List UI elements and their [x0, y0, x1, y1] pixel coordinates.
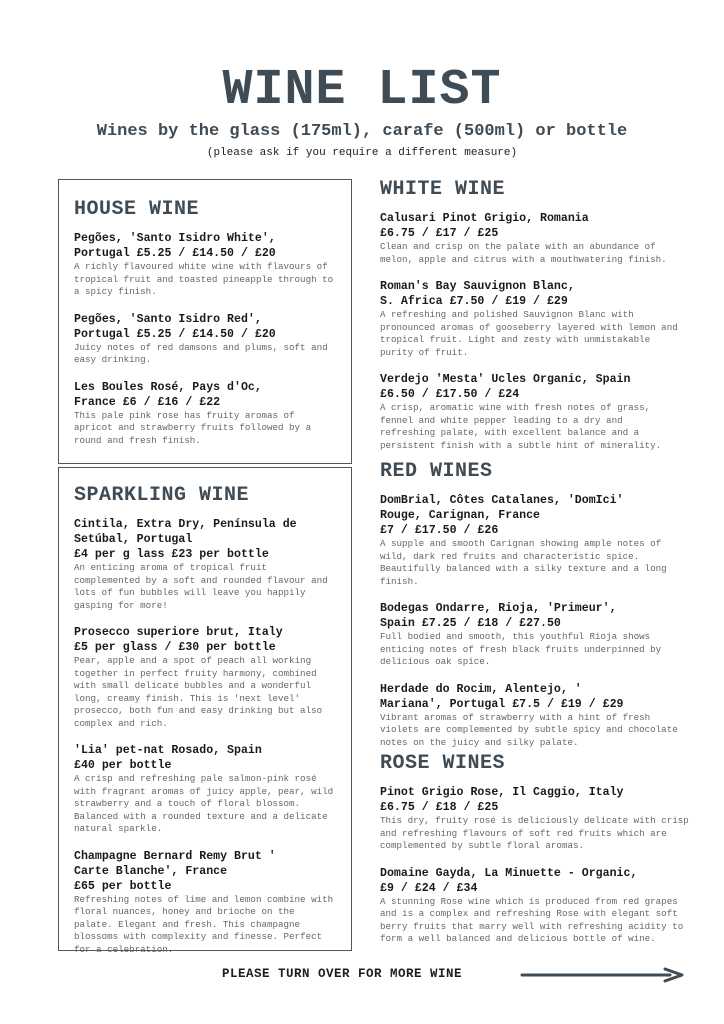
section-house-wine: [58, 179, 352, 464]
wine-name-line: Setúbal, Portugal: [74, 533, 193, 546]
wine-name-line: Rouge, Carignan, France: [380, 509, 541, 522]
wine-item: [380, 601, 680, 669]
wine-name-line: £6.75 / £18 / £25: [380, 801, 499, 814]
wine-item: [74, 625, 337, 730]
wine-item: [74, 312, 337, 367]
wine-description: A refreshing and polished Sauvignon Blanc with pronounced aromas of gooseberry layered with lemon and tropical fruit. Light and zesty with unmistakable purity of fruit.: [380, 309, 678, 358]
wine-name-line: Pegões, 'Santo Isidro White',: [74, 232, 276, 245]
turn-over-note: PLEASE TURN OVER FOR MORE WINE: [222, 967, 463, 981]
wine-name-line: £6.75 / £17 / £25: [380, 227, 499, 240]
wine-name-line: S. Africa £7.50 / £19 / £29: [380, 295, 568, 308]
section-heading: ROSE WINES: [380, 752, 506, 775]
wine-item: [380, 211, 680, 266]
section-red-wines: [380, 460, 680, 762]
wine-description: Juicy notes of red damsons and plums, soft and easy drinking.: [74, 341, 328, 365]
wine-name-line: Portugal £5.25 / £14.50 / £20: [74, 247, 276, 260]
wine-name-line: Portugal £5.25 / £14.50 / £20: [74, 327, 276, 341]
wine-name-line: Verdejo 'Mesta' Ucles Organic, Spain: [380, 373, 631, 386]
wine-name-line: Champagne Bernard Remy Brut ': [74, 849, 276, 863]
wine-name-line: Carte Blanche', France: [74, 864, 228, 878]
section-rose-wines: [380, 752, 690, 959]
wine-item: [74, 517, 337, 612]
wine-description: Full bodied and smooth, this youthful Rioja shows enticing notes of fresh black fruits underpinned by delicious oak spice.: [380, 631, 662, 667]
wine-name-line: 'Lia' pet-nat Rosado, Spain: [74, 744, 262, 757]
wine-item: [380, 682, 680, 750]
wine-description: Clean and crisp on the palate with an abundance of melon, apple and citrus with a mouthwatering finish.: [380, 241, 667, 265]
wine-description: An enticing aroma of tropical fruit complemented by a soft and rounded flavour and lots of fun bubbles will leave you happily gasping for more!: [74, 562, 328, 611]
wine-item: [74, 380, 337, 448]
wine-name-line: Calusari Pinot Grigio, Romania: [380, 212, 589, 225]
wine-name-line: £6.50 / £17.50 / £24: [380, 388, 520, 401]
wine-name-line: £7 / £17.50 / £26: [380, 524, 499, 537]
page-title: WINE LIST: [222, 62, 502, 119]
wine-name-line: Prosecco superiore brut, Italy: [74, 626, 283, 639]
section-heading: WHITE WINE: [380, 178, 506, 201]
wine-name-line: Pegões, 'Santo Isidro Red',: [74, 312, 262, 326]
section-heading: RED WINES: [380, 460, 493, 483]
wine-description: Vibrant aromas of strawberry with a hint of fresh violets are complemented by subtle spicy and chocolate notes on the juicy and silky palate.: [380, 711, 678, 748]
wine-name-line: Les Boules Rosé, Pays d'Oc,: [74, 380, 262, 394]
wine-description: A richly flavoured white wine with flavours of tropical fruit and toasted pineapple through to a spicy finish.: [74, 261, 334, 297]
wine-description: This dry, fruity rosé is deliciously delicate with crisp and refreshing flavours of soft red fruits which are complemented by subtle floral aromas.: [380, 815, 689, 851]
wine-description: Refreshing notes of lime and lemon combine with floral nuances, honey and brioche on the palate. Elegant and fresh. This champagne blossoms with complexity and finesse. Perfect for a celebration.: [74, 893, 334, 955]
wine-name-line: £4 per g lass £23 per bottle: [74, 548, 269, 561]
wine-name-line: £40 per bottle: [74, 759, 172, 772]
wine-name-line: £65 per bottle: [74, 879, 172, 893]
wine-name-line: Pinot Grigio Rose, Il Caggio, Italy: [380, 786, 624, 799]
wine-name-line: Mariana', Portugal £7.5 / £19 / £29: [380, 697, 624, 711]
wine-item: [380, 785, 690, 853]
wine-name-line: Bodegas Ondarre, Rioja, 'Primeur',: [380, 602, 617, 615]
section-sparkling-wine: [58, 467, 352, 955]
wine-item: [380, 279, 680, 359]
wine-name-line: Herdade do Rocim, Alentejo, ': [380, 682, 582, 696]
wine-name-line: £9 / £24 / £34: [380, 881, 478, 895]
wine-item: [74, 231, 337, 299]
wine-description: A crisp and refreshing pale salmon-pink rosé with fragrant aromas of juicy apple, pear, wild strawberry and a touch of floral blossom. Balanced with a rounded texture and a delicate natural sparkle.: [74, 773, 334, 834]
measure-note: (please ask if you require a different measure): [206, 147, 518, 159]
wine-description: This pale pink rose has fruity aromas of apricot and strawberry fruits followed by a round and fresh finish.: [74, 409, 312, 446]
wine-name-line: Roman's Bay Sauvignon Blanc,: [380, 280, 575, 293]
wine-name-line: Spain £7.25 / £18 / £27.50: [380, 617, 561, 630]
wine-name-line: Domaine Gayda, La Minuette - Organic,: [380, 866, 638, 880]
section-heading: HOUSE WINE: [74, 198, 200, 221]
section-heading: SPARKLING WINE: [74, 484, 250, 507]
arrow-right-icon: [520, 967, 685, 983]
wine-name-line: Cintila, Extra Dry, Península de: [74, 518, 297, 531]
wine-item: [380, 493, 680, 588]
wine-description: A stunning Rose wine which is produced from red grapes and is a complex and refreshing Rose with elegant soft berry fruits that marry well with refreshing acidity to form a well balanced and delicious bottle of wine.: [380, 895, 684, 944]
wine-name-line: £5 per glass / £30 per bottle: [74, 641, 276, 654]
wine-name-line: DomBrial, Côtes Catalanes, 'DomIci': [380, 494, 624, 507]
wine-item: [380, 372, 680, 452]
wine-item: [74, 743, 337, 836]
wine-description: A supple and smooth Carignan showing ample notes of wild, dark red fruits and characteristic spice. Beautifully balanced with a silky texture and a long finish.: [380, 538, 667, 587]
wine-item: [380, 866, 690, 946]
section-white-wine: [380, 178, 680, 465]
wine-description: Pear, apple and a spot of peach all working together in perfect fruity harmony, combined with small delicate bubbles and a wonderful long, creamy finish. This is 'next level' prosecco, both fun and easy drinking but also complex and rich.: [74, 655, 323, 729]
wine-name-line: France £6 / £16 / £22: [74, 395, 221, 409]
page-subtitle: Wines by the glass (175ml), carafe (500ml) or bottle: [96, 122, 628, 141]
wine-item: [74, 849, 337, 957]
wine-description: A crisp, aromatic wine with fresh notes of grass, fennel and white pepper leading to a dry and refreshing palate, with excellent balance and a persistent finish with a subtle hint of minerality.: [380, 402, 662, 451]
